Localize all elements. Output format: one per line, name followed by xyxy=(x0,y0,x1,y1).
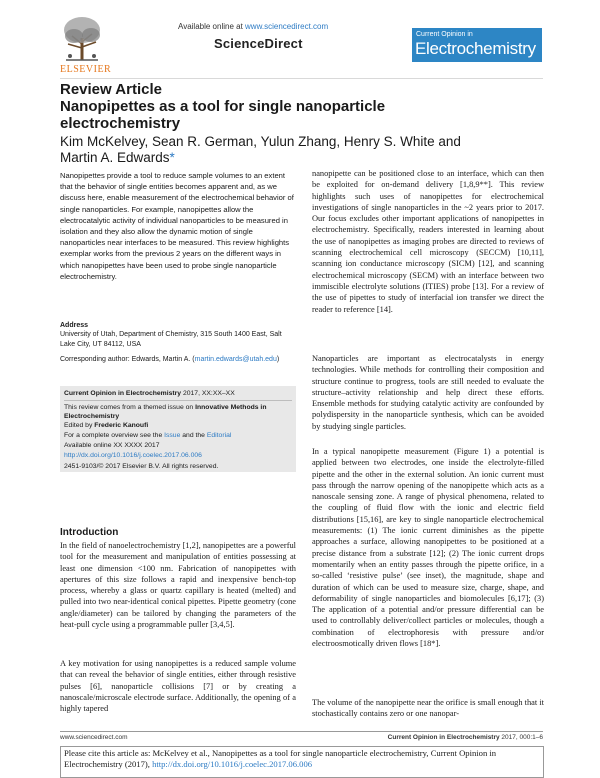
author-email-link[interactable]: martin.edwards@utah.edu xyxy=(194,356,277,363)
right-paragraph-3: In a typical nanopipette measurement (Figure 1) a potential is applied between two electrodes, one inside the electrolyte-filled pipette and the other in the external solution. An ionic current must pass through the narrow opening of the nanopipette which acts as a nanoscale sensing zone. A range of physical phenomena, related to the coupling of fluid flow with the ionic and electric field distributions [15,16], are key to single nanoparticle electrochemical measurements: (1) The ionic current diminishes as the pipette approaches a surface, allowing nanopipettes to be positioned at a precise distance from a substrate [12]; (2) The ionic current drops momentarily when an entity passes through the pipette orifice, in a so-called ‘resistive pulse’ (see inset), the magnitude, shape and duration of which can be used to measure size, charge, shape, and deformability of single nanoparticles and biomolecules [6,17]; (3) The application of a potential and/or pressure differential can be used to controllably deliver/collect particles or molecules, though a combination of electrophoresis with pressure and/or electroosmotically driven flows [18*]. xyxy=(312,447,544,649)
corresponding-author-mark[interactable]: * xyxy=(169,150,175,165)
right-paragraph-4: The volume of the nanopipette near the orifice is small enough that it stochastically contains zero or one nanopar- xyxy=(312,698,544,719)
journal-banner-small: Current Opinion in xyxy=(416,31,473,38)
info-overview-line: For a complete overview see the Issue and the Editorial xyxy=(64,432,232,439)
citation-box: Please cite this article as: McKelvey et al., Nanopipettes as a tool for single nanoparticle electrochemistry, Current Opinion in Electrochemistry (2017), http://dx.doi.org/10.1016/j.coelec.2017.06.006 xyxy=(60,746,544,778)
citation-doi-link[interactable]: http://dx.doi.org/10.1016/j.coelec.2017.06.006 xyxy=(152,759,313,769)
journal-banner xyxy=(412,28,542,62)
doi-link[interactable]: http://dx.doi.org/10.1016/j.coelec.2017.06.006 xyxy=(64,452,202,459)
sciencedirect-link[interactable]: www.sciencedirect.com xyxy=(245,22,329,31)
abstract: Nanopipettes provide a tool to reduce sample volumes to an extent that the behavior of single entities becomes apparent and, as we discuss here, enable measurement of the electrochemical behavior of single nanoparticles. For example, nanopipettes allow the electrocatalytic activity of individual nanoparticles to be measured in isolation and they also allow the dynamic motion of single nanoparticles near interfaces to be measured. This review highlights exemplar works from the previous 2 years on the different ways in which nanopipettes have been used to probe single nanoparticle electrochemistry. xyxy=(60,171,294,281)
issue-link[interactable]: Issue xyxy=(164,432,181,439)
info-available-line: Available online XX XXXX 2017 xyxy=(64,442,160,449)
author-list: Kim McKelvey, Sean R. German, Yulun Zhang, Henry S. White and Martin A. Edwards* xyxy=(60,134,461,165)
info-issn-line: 2451-9103/© 2017 Elsevier B.V. All rights reserved. xyxy=(64,463,219,470)
info-journal-line: Current Opinion in Electrochemistry 2017, XX:XX–XX xyxy=(64,390,235,397)
footer-site: www.sciencedirect.com xyxy=(60,734,128,741)
footer-journal: Current Opinion in Electrochemistry 2017, 000:1–6 xyxy=(387,734,543,741)
address-heading: Address xyxy=(60,322,89,329)
elsevier-tree-logo xyxy=(60,14,104,64)
sciencedirect-logo: ScienceDirect xyxy=(214,36,303,51)
introduction-heading: Introduction xyxy=(60,527,119,538)
publisher-name: ELSEVIER xyxy=(60,64,112,75)
info-separator xyxy=(64,400,292,401)
intro-paragraph-2: A key motivation for using nanopipettes is a reduced sample volume that can reveal the behavior of single entities, either through resistive pulses [6], nanoparticle collisions [7] or by creating a nanoscale/microscale electrode surface. Additionally, the opening of a highly tapered xyxy=(60,659,296,714)
article-type: Review Article xyxy=(60,81,162,98)
editorial-link[interactable]: Editorial xyxy=(206,432,232,439)
journal-banner-title: Electrochemistry xyxy=(415,39,536,58)
intro-paragraph-1: In the field of nanoelectrochemistry [1,2], nanopipettes are a powerful tool for the measurement and manipulation of entities possessing at least one dimension <100 nm. Fabrication of nanopipettes with apertures of this size follows a rapid and inexpensive bench-top process, whereby a glass or quartz capillary is heated (melted) and pulled into two near-identical conical pipettes. Pipette geometry (cone angle/diameter) can be tailored by changing the parameters of the heat-pull cycle using a programmable puller [3,4,5]. xyxy=(60,541,296,630)
right-paragraph-2: Nanoparticles are important as electrocatalysts in energy technologies. While methods for controlling their composition and structure continue to progress, tools are still needed to evaluate the structure–activity relationship and help direct these efforts. Ensemble methods for studying catalytic activity are confounded by polydispersity in the nanoparticle synthesis, which can be avoided by studying single particles. xyxy=(312,354,544,431)
footer-rule xyxy=(60,731,543,732)
article-info-box xyxy=(60,386,296,472)
info-editor-line: Edited by Frederic Kanoufi xyxy=(64,422,149,429)
available-online: Available online at www.sciencedirect.com xyxy=(178,22,329,31)
address-text: University of Utah, Department of Chemistry, 315 South 1400 East, Salt Lake City, UT 84112, USA xyxy=(60,331,282,348)
page-header xyxy=(0,0,600,78)
corresponding-author: Corresponding author: Edwards, Martin A. (martin.edwards@utah.edu) xyxy=(60,356,280,363)
right-paragraph-1: nanopipette can be positioned close to an interface, which can then be exploited for on-demand delivery [1,8,9**]. This review highlights such uses of nanopipettes for electrochemical investigations of single nanoparticles in the ~2 years prior to 2017. Our focus excludes other important applications of nanopipettes in electrochemistry. Specifically, readers interested in learning about the use of nanopipettes as imaging probes are directed to reviews of scanning electrochemical cell microscopy (SECCM) [10,11], scanning ion conductance microscopy (SICM) [12], and scanning electrochemical microscopy (SECM) with an interface between two immiscible electrolyte solutions (ITIES) probe [13]. For a review of the use of pipettes to study of interfacial ion transfer we direct the reader to reference [14]. xyxy=(312,169,544,314)
info-doi-line xyxy=(64,451,292,460)
header-rule xyxy=(60,78,543,79)
article-title: Nanopipettes as a tool for single nanoparticle electrochemistry xyxy=(60,98,386,132)
info-theme-line: This review comes from a themed issue on Innovative Methods in Electrochemistry xyxy=(64,404,267,420)
